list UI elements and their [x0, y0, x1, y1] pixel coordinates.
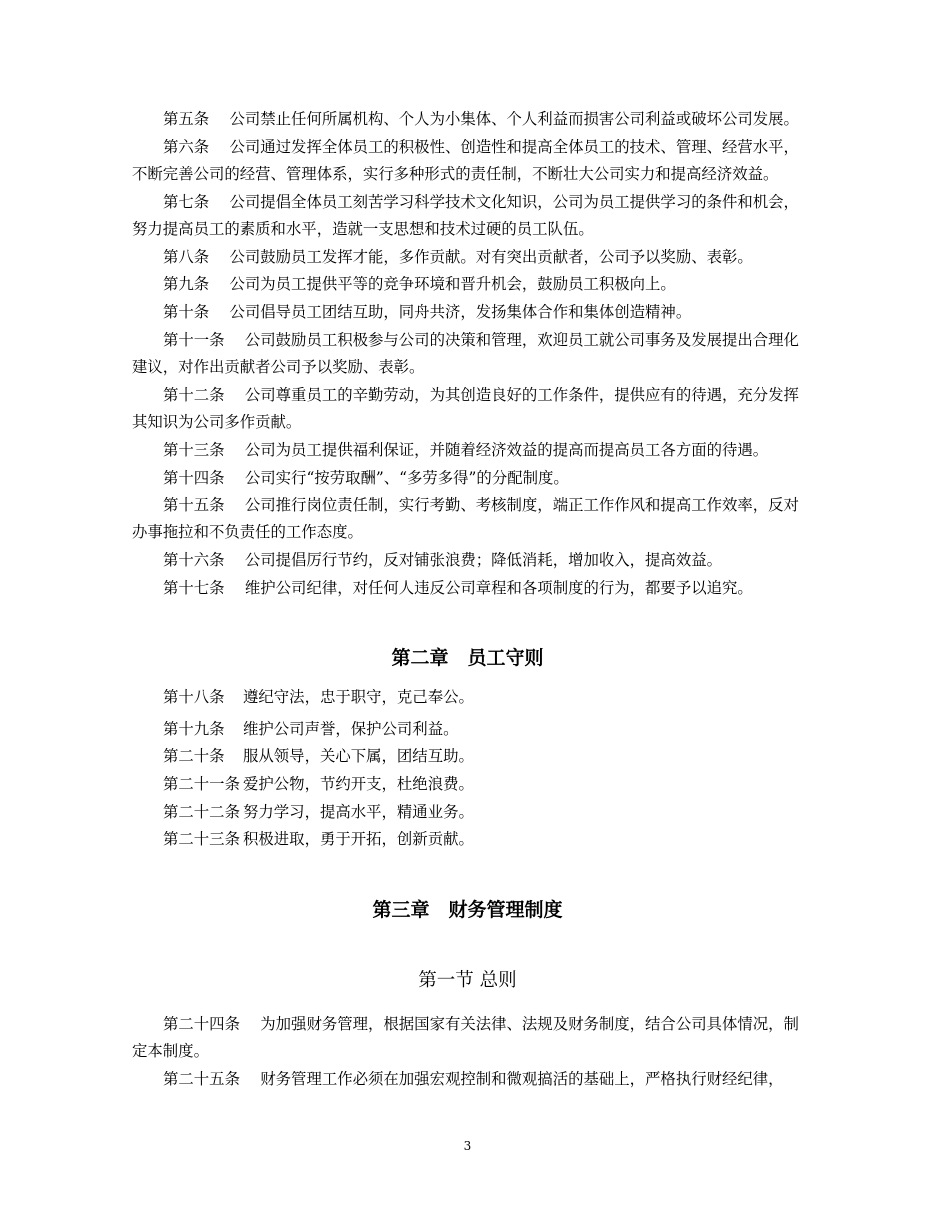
- article-label: 第六条: [163, 138, 210, 156]
- rule-18: [163, 687, 474, 707]
- article-label: 第十六条: [163, 551, 225, 569]
- article-label: 第五条: [163, 110, 210, 128]
- article-text: 维护公司纪律，对任何人违反公司章程和各项制度的行为，都要予以追究。: [244, 579, 753, 597]
- article-25: [132, 1066, 812, 1093]
- article-label: 第十四条: [163, 469, 225, 487]
- article-text: 公司鼓励员工发挥才能，多作贡献。对有突出贡献者，公司予以奖励、表彰。: [229, 248, 753, 266]
- article-label: 第十二条: [163, 386, 225, 404]
- article-8: [132, 244, 812, 271]
- article-16: [132, 547, 812, 574]
- rule-21: [163, 774, 474, 794]
- rule-text: 努力学习，提高水平，精通业务。: [243, 803, 474, 821]
- rule-text: 维护公司声誉，保护公司利益。: [243, 720, 459, 738]
- article-label: 第十一条: [163, 331, 225, 349]
- article-7: [132, 189, 812, 243]
- rule-label: 第二十三条: [163, 830, 240, 848]
- article-5: [132, 106, 812, 133]
- section-1-title: 第一节 总则: [418, 970, 517, 991]
- article-13: [132, 437, 812, 464]
- article-label: 第十七条: [163, 579, 225, 597]
- article-text: 公司提倡厉行节约，反对铺张浪费；降低消耗，增加收入，提高效益。: [244, 551, 722, 569]
- rule-text: 积极进取，勇于开拓，创新贡献。: [243, 830, 474, 848]
- article-label: 第二十五条: [163, 1070, 240, 1088]
- article-14: [132, 465, 812, 492]
- article-label: 第八条: [163, 248, 210, 266]
- article-text: 财务管理工作必须在加强宏观控制和微观搞活的基础上，严格执行财经纪律，: [260, 1070, 784, 1088]
- rule-19: [163, 719, 458, 739]
- article-12: [132, 382, 812, 436]
- article-label: 第九条: [163, 275, 210, 293]
- article-17: [132, 575, 812, 602]
- article-text: 公司为员工提供福利保证，并随着经济效益的提高而提高员工各方面的待遇。: [244, 441, 769, 459]
- article-text: 公司鼓励员工积极参与公司的决策和管理，欢迎员工就公司事务及发展提出合理化建议，对作出贡献者公司予以奖励、表彰。: [132, 331, 799, 376]
- article-text: 公司实行“按劳取酬”、“多劳多得”的分配制度。: [244, 469, 569, 487]
- chapter-2-title: 第二章 员工守则: [391, 647, 544, 669]
- chapter-3-title: 第三章 财务管理制度: [372, 899, 563, 921]
- article-24: [132, 1011, 812, 1065]
- rule-text: 服从领导，关心下属，团结互助。: [243, 747, 474, 765]
- page-number: 3: [463, 1139, 472, 1153]
- rule-label: 第二十条: [163, 747, 225, 765]
- article-10: [132, 299, 812, 326]
- rule-23: [163, 829, 474, 849]
- article-text: 公司倡导员工团结互助，同舟共济，发扬集体合作和集体创造精神。: [229, 303, 692, 321]
- rule-text: 遵纪守法，忠于职守，克己奉公。: [243, 688, 474, 706]
- article-text: 公司提倡全体员工刻苦学习科学技术文化知识，公司为员工提供学习的条件和机会，努力提高员工的素质和水平，造就一支思想和技术过硬的员工队伍。: [132, 193, 799, 238]
- rule-label: 第二十二条: [163, 803, 240, 821]
- article-15: [132, 492, 812, 546]
- article-9: [132, 271, 812, 298]
- article-text: 公司尊重员工的辛勤劳动，为其创造良好的工作条件，提供应有的待遇，充分发挥其知识为公司多作贡献。: [132, 386, 799, 431]
- rule-20: [163, 746, 474, 766]
- article-label: 第十三条: [163, 441, 225, 459]
- article-text: 公司推行岗位责任制，实行考勤、考核制度，端正工作作风和提高工作效率，反对办事拖拉和不负责任的工作态度。: [132, 496, 799, 541]
- article-text: 公司禁止任何所属机构、个人为小集体、个人利益而损害公司利益或破坏公司发展。: [229, 110, 799, 128]
- article-label: 第十条: [163, 303, 210, 321]
- rule-label: 第十八条: [163, 688, 225, 706]
- article-text: 为加强财务管理，根据国家有关法律、法规及财务制度，结合公司具体情况，制定本制度。: [132, 1015, 799, 1060]
- rule-22: [163, 802, 474, 822]
- article-label: 第二十四条: [163, 1015, 240, 1033]
- article-6: [132, 134, 812, 188]
- article-11: [132, 327, 812, 381]
- rule-label: 第二十一条: [163, 775, 240, 793]
- article-text: 公司为员工提供平等的竞争环境和晋升机会，鼓励员工积极向上。: [229, 275, 676, 293]
- rule-label: 第十九条: [163, 720, 225, 738]
- article-text: 公司通过发挥全体员工的积极性、创造性和提高全体员工的技术、管理、经营水平，不断完善公司的经营、管理体系，实行多种形式的责任制，不断壮大公司实力和提高经济效益。: [132, 138, 799, 183]
- rule-text: 爱护公物，节约开支，杜绝浪费。: [243, 775, 474, 793]
- article-label: 第七条: [163, 193, 210, 211]
- article-label: 第十五条: [163, 496, 225, 514]
